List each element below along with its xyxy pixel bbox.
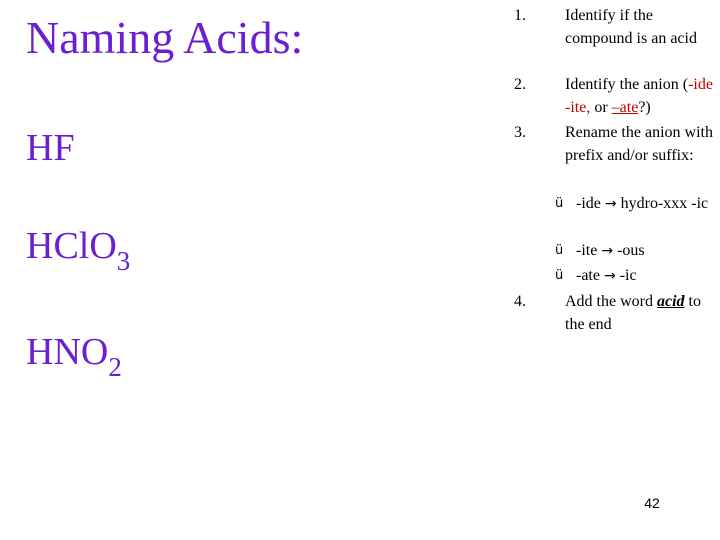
page-number: 42 xyxy=(644,495,660,511)
slide-title: Naming Acids: xyxy=(26,12,304,63)
check-icon: ü xyxy=(555,196,564,211)
formula-hf: HF xyxy=(26,127,75,169)
arrow-icon: → xyxy=(604,196,617,212)
step-3-text: Rename the anion with prefix and/or suffix: xyxy=(565,124,713,164)
step-2-text: Identify the anion (-ide -ite, or –ate?) xyxy=(565,76,713,116)
step-1-text: Identify if the compound is an acid xyxy=(565,7,697,47)
step-1-number: 1. xyxy=(514,7,526,24)
arrow-icon: → xyxy=(601,243,614,259)
check-icon: ü xyxy=(555,243,564,258)
step-2-number: 2. xyxy=(514,76,526,93)
rule-ite: -ite → -ous xyxy=(576,242,645,259)
step-4-number: 4. xyxy=(514,293,526,310)
rule-ide: -ide → hydro-xxx -ic xyxy=(576,195,709,212)
formula-hno2: $HNO_2$ xyxy=(26,331,122,382)
arrow-icon: → xyxy=(603,268,616,284)
step-4-text: Add the word acid to the end xyxy=(565,293,701,333)
rule-ate: -ate → -ic xyxy=(576,267,637,284)
check-icon: ü xyxy=(555,268,564,283)
formula-hclo3: HClO$_3$ xyxy=(26,225,131,276)
step-3-number: 3. xyxy=(514,124,526,141)
